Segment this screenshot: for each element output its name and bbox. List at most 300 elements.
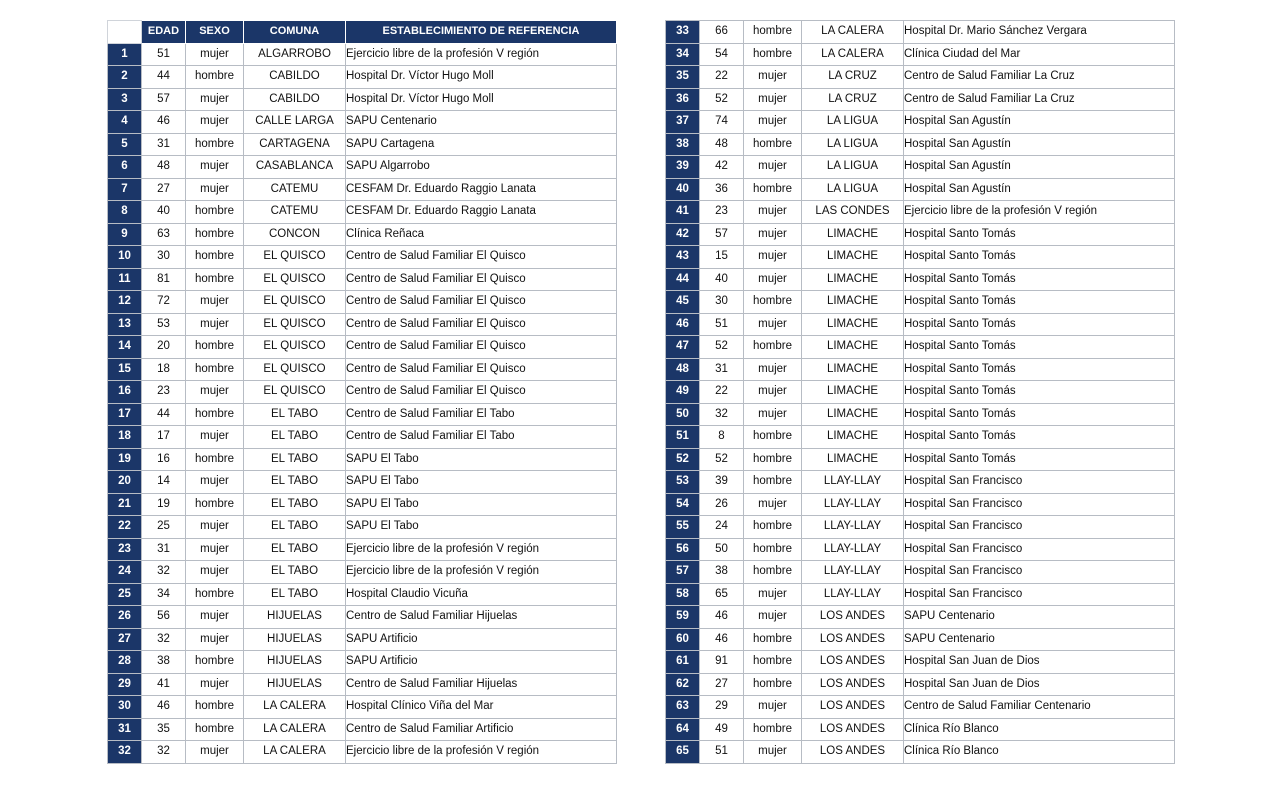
cell-establecimiento: Centro de Salud Familiar Hijuelas — [346, 673, 617, 696]
cell-comuna: EL TABO — [244, 471, 346, 494]
cell-establecimiento: Centro de Salud Familiar El Quisco — [346, 268, 617, 291]
row-number: 58 — [666, 583, 700, 606]
table-row — [108, 718, 617, 741]
table-row — [666, 313, 1175, 336]
cell-comuna: LIMACHE — [802, 313, 904, 336]
table-row — [108, 426, 617, 449]
table-row — [108, 201, 617, 224]
table-row — [666, 516, 1175, 539]
cell-sexo: hombre — [744, 291, 802, 314]
cell-comuna: EL QUISCO — [244, 268, 346, 291]
cell-establecimiento: Ejercicio libre de la profesión V región — [346, 538, 617, 561]
table-row — [108, 336, 617, 359]
cell-establecimiento: SAPU Centenario — [904, 606, 1175, 629]
cell-edad: 30 — [142, 246, 186, 269]
cell-edad: 17 — [142, 426, 186, 449]
cell-sexo: hombre — [186, 718, 244, 741]
table-row — [666, 651, 1175, 674]
table-row — [108, 741, 617, 764]
row-number: 30 — [108, 696, 142, 719]
cell-comuna: LA LIGUA — [802, 156, 904, 179]
cell-edad: 52 — [700, 336, 744, 359]
cell-edad: 57 — [700, 223, 744, 246]
table-row — [108, 178, 617, 201]
cell-edad: 22 — [700, 66, 744, 89]
cell-sexo: hombre — [744, 426, 802, 449]
table-row — [108, 448, 617, 471]
row-number: 65 — [666, 741, 700, 764]
cell-edad: 46 — [700, 606, 744, 629]
cell-establecimiento: Hospital San Francisco — [904, 471, 1175, 494]
table-row — [108, 268, 617, 291]
table-row — [108, 88, 617, 111]
cell-establecimiento: Hospital San Juan de Dios — [904, 651, 1175, 674]
cell-edad: 35 — [142, 718, 186, 741]
cell-edad: 36 — [700, 178, 744, 201]
row-number: 24 — [108, 561, 142, 584]
row-number: 57 — [666, 561, 700, 584]
cell-edad: 18 — [142, 358, 186, 381]
cell-sexo: mujer — [186, 178, 244, 201]
table-row — [108, 403, 617, 426]
row-number: 40 — [666, 178, 700, 201]
cell-sexo: mujer — [186, 111, 244, 134]
row-number: 15 — [108, 358, 142, 381]
cell-comuna: LOS ANDES — [802, 606, 904, 629]
row-number: 26 — [108, 606, 142, 629]
row-number: 54 — [666, 493, 700, 516]
cell-sexo: mujer — [186, 606, 244, 629]
row-number: 64 — [666, 718, 700, 741]
cell-comuna: CATEMU — [244, 178, 346, 201]
cell-establecimiento: Hospital San Francisco — [904, 493, 1175, 516]
cell-edad: 32 — [142, 561, 186, 584]
cell-edad: 26 — [700, 493, 744, 516]
row-number: 41 — [666, 201, 700, 224]
cell-establecimiento: Hospital San Francisco — [904, 516, 1175, 539]
row-number: 1 — [108, 43, 142, 66]
cell-edad: 23 — [142, 381, 186, 404]
cell-edad: 27 — [700, 673, 744, 696]
table-row — [108, 313, 617, 336]
cell-sexo: mujer — [744, 88, 802, 111]
cell-establecimiento: Centro de Salud Familiar El Tabo — [346, 426, 617, 449]
cell-establecimiento: Hospital Santo Tomás — [904, 403, 1175, 426]
table-row — [666, 358, 1175, 381]
cell-sexo: hombre — [186, 336, 244, 359]
cell-edad: 25 — [142, 516, 186, 539]
table-row — [666, 66, 1175, 89]
cell-edad: 65 — [700, 583, 744, 606]
cell-comuna: LAS CONDES — [802, 201, 904, 224]
header-edad: EDAD — [142, 21, 186, 44]
cell-comuna: HIJUELAS — [244, 673, 346, 696]
row-number: 21 — [108, 493, 142, 516]
table-row — [666, 696, 1175, 719]
cell-edad: 53 — [142, 313, 186, 336]
table-row — [666, 426, 1175, 449]
cell-sexo: mujer — [186, 516, 244, 539]
cell-edad: 46 — [700, 628, 744, 651]
cell-comuna: CONCON — [244, 223, 346, 246]
row-number: 23 — [108, 538, 142, 561]
cell-sexo: mujer — [744, 381, 802, 404]
cell-establecimiento: SAPU Artificio — [346, 651, 617, 674]
table-row — [666, 201, 1175, 224]
header-establecimiento: ESTABLECIMIENTO DE REFERENCIA — [346, 21, 617, 44]
cell-edad: 81 — [142, 268, 186, 291]
cell-establecimiento: Hospital Santo Tomás — [904, 358, 1175, 381]
cell-comuna: LLAY-LLAY — [802, 561, 904, 584]
cell-edad: 74 — [700, 111, 744, 134]
cell-comuna: EL QUISCO — [244, 246, 346, 269]
table-row — [666, 291, 1175, 314]
cell-sexo: hombre — [744, 718, 802, 741]
cell-edad: 16 — [142, 448, 186, 471]
row-number: 6 — [108, 156, 142, 179]
cell-comuna: LIMACHE — [802, 268, 904, 291]
cell-sexo: hombre — [744, 21, 802, 44]
table-row — [666, 538, 1175, 561]
table-row — [666, 673, 1175, 696]
cell-comuna: EL TABO — [244, 493, 346, 516]
cell-establecimiento: Centro de Salud Familiar El Quisco — [346, 381, 617, 404]
header-comuna: COMUNA — [244, 21, 346, 44]
table-row — [666, 133, 1175, 156]
cell-establecimiento: Centro de Salud Familiar El Quisco — [346, 291, 617, 314]
cell-edad: 20 — [142, 336, 186, 359]
table-row — [666, 606, 1175, 629]
cell-establecimiento: Hospital San Agustín — [904, 178, 1175, 201]
row-number: 46 — [666, 313, 700, 336]
cell-establecimiento: Hospital Santo Tomás — [904, 313, 1175, 336]
cell-establecimiento: Hospital Clínico Viña del Mar — [346, 696, 617, 719]
cell-establecimiento: Centro de Salud Familiar Centenario — [904, 696, 1175, 719]
cell-sexo: mujer — [186, 43, 244, 66]
row-number: 16 — [108, 381, 142, 404]
cell-edad: 38 — [700, 561, 744, 584]
cell-comuna: CABILDO — [244, 66, 346, 89]
cell-sexo: hombre — [744, 336, 802, 359]
cell-edad: 38 — [142, 651, 186, 674]
cell-edad: 19 — [142, 493, 186, 516]
cell-sexo: hombre — [744, 516, 802, 539]
cell-establecimiento: Hospital Santo Tomás — [904, 426, 1175, 449]
header-blank-cell — [108, 21, 142, 44]
cell-establecimiento: Hospital San Francisco — [904, 561, 1175, 584]
cell-comuna: HIJUELAS — [244, 651, 346, 674]
row-number: 37 — [666, 111, 700, 134]
cell-edad: 44 — [142, 403, 186, 426]
row-number: 10 — [108, 246, 142, 269]
cell-establecimiento: SAPU Artificio — [346, 628, 617, 651]
table-row — [108, 583, 617, 606]
cell-establecimiento: Ejercicio libre de la profesión V región — [346, 741, 617, 764]
cell-comuna: LLAY-LLAY — [802, 516, 904, 539]
cell-establecimiento: Hospital Santo Tomás — [904, 336, 1175, 359]
cell-sexo: mujer — [744, 741, 802, 764]
cell-establecimiento: Clínica Ciudad del Mar — [904, 43, 1175, 66]
table-row — [108, 561, 617, 584]
cell-edad: 66 — [700, 21, 744, 44]
cell-comuna: LIMACHE — [802, 291, 904, 314]
row-number: 11 — [108, 268, 142, 291]
cell-establecimiento: Centro de Salud Familiar El Quisco — [346, 358, 617, 381]
row-number: 56 — [666, 538, 700, 561]
table-row — [666, 718, 1175, 741]
cell-sexo: hombre — [186, 133, 244, 156]
cell-edad: 52 — [700, 88, 744, 111]
row-number: 42 — [666, 223, 700, 246]
table-row — [108, 43, 617, 66]
cell-comuna: LLAY-LLAY — [802, 583, 904, 606]
row-number: 3 — [108, 88, 142, 111]
cell-comuna: EL TABO — [244, 561, 346, 584]
cell-comuna: LA LIGUA — [802, 178, 904, 201]
cell-edad: 49 — [700, 718, 744, 741]
cell-sexo: mujer — [744, 583, 802, 606]
cell-comuna: EL QUISCO — [244, 291, 346, 314]
cell-sexo: mujer — [744, 403, 802, 426]
cell-comuna: LOS ANDES — [802, 696, 904, 719]
cell-sexo: mujer — [186, 88, 244, 111]
cell-sexo: hombre — [186, 448, 244, 471]
row-number: 35 — [666, 66, 700, 89]
cases-table-right — [665, 20, 1175, 764]
row-number: 34 — [666, 43, 700, 66]
table-row — [666, 493, 1175, 516]
cell-establecimiento: SAPU El Tabo — [346, 516, 617, 539]
table-row — [108, 651, 617, 674]
cell-establecimiento: Ejercicio libre de la profesión V región — [346, 43, 617, 66]
row-number: 53 — [666, 471, 700, 494]
cell-establecimiento: Hospital Dr. Víctor Hugo Moll — [346, 88, 617, 111]
table-row — [666, 628, 1175, 651]
cell-comuna: LA CRUZ — [802, 66, 904, 89]
cell-edad: 72 — [142, 291, 186, 314]
table-row — [666, 223, 1175, 246]
cell-establecimiento: Centro de Salud Familiar El Quisco — [346, 313, 617, 336]
table-row — [666, 111, 1175, 134]
table-row — [108, 291, 617, 314]
table-row — [666, 156, 1175, 179]
cell-sexo: hombre — [744, 133, 802, 156]
row-number: 4 — [108, 111, 142, 134]
table-row — [108, 628, 617, 651]
cell-comuna: CATEMU — [244, 201, 346, 224]
cell-edad: 52 — [700, 448, 744, 471]
cell-sexo: hombre — [744, 673, 802, 696]
row-number: 13 — [108, 313, 142, 336]
cell-sexo: hombre — [744, 43, 802, 66]
cell-comuna: LA CALERA — [244, 718, 346, 741]
cell-edad: 46 — [142, 111, 186, 134]
cell-edad: 15 — [700, 246, 744, 269]
cell-comuna: LOS ANDES — [802, 673, 904, 696]
cell-sexo: hombre — [744, 448, 802, 471]
table-row — [666, 43, 1175, 66]
cell-comuna: LIMACHE — [802, 223, 904, 246]
table-row — [108, 381, 617, 404]
cell-edad: 51 — [700, 741, 744, 764]
cell-establecimiento: Hospital San Agustín — [904, 156, 1175, 179]
table-row — [108, 696, 617, 719]
cell-edad: 32 — [142, 628, 186, 651]
row-number: 61 — [666, 651, 700, 674]
cell-comuna: EL TABO — [244, 516, 346, 539]
row-number: 8 — [108, 201, 142, 224]
cell-edad: 32 — [700, 403, 744, 426]
cell-sexo: mujer — [744, 358, 802, 381]
row-number: 33 — [666, 21, 700, 44]
cell-sexo: mujer — [186, 741, 244, 764]
cell-edad: 57 — [142, 88, 186, 111]
cell-comuna: LA LIGUA — [802, 111, 904, 134]
cell-establecimiento: Centro de Salud Familiar La Cruz — [904, 66, 1175, 89]
cell-establecimiento: Hospital San Francisco — [904, 538, 1175, 561]
cell-comuna: LLAY-LLAY — [802, 538, 904, 561]
row-number: 22 — [108, 516, 142, 539]
row-number: 62 — [666, 673, 700, 696]
cell-comuna: LA CALERA — [802, 21, 904, 44]
cell-edad: 56 — [142, 606, 186, 629]
cell-sexo: hombre — [744, 538, 802, 561]
cell-comuna: LIMACHE — [802, 358, 904, 381]
cell-comuna: LOS ANDES — [802, 718, 904, 741]
table-row — [666, 471, 1175, 494]
table-row — [666, 336, 1175, 359]
cell-edad: 8 — [700, 426, 744, 449]
cell-establecimiento: CESFAM Dr. Eduardo Raggio Lanata — [346, 201, 617, 224]
table-row — [666, 741, 1175, 764]
cell-establecimiento: Hospital Santo Tomás — [904, 448, 1175, 471]
cell-edad: 27 — [142, 178, 186, 201]
cell-comuna: LA CALERA — [802, 43, 904, 66]
row-number: 47 — [666, 336, 700, 359]
table-row — [108, 156, 617, 179]
cell-edad: 31 — [142, 538, 186, 561]
table-row — [108, 673, 617, 696]
cell-edad: 32 — [142, 741, 186, 764]
cell-establecimiento: CESFAM Dr. Eduardo Raggio Lanata — [346, 178, 617, 201]
cell-sexo: hombre — [744, 178, 802, 201]
cell-sexo: hombre — [744, 651, 802, 674]
cell-sexo: mujer — [186, 561, 244, 584]
cell-edad: 24 — [700, 516, 744, 539]
row-number: 50 — [666, 403, 700, 426]
cell-establecimiento: Hospital Dr. Víctor Hugo Moll — [346, 66, 617, 89]
cell-comuna: EL QUISCO — [244, 336, 346, 359]
row-number: 49 — [666, 381, 700, 404]
cell-sexo: mujer — [744, 493, 802, 516]
cell-sexo: mujer — [186, 156, 244, 179]
cell-sexo: hombre — [186, 223, 244, 246]
cell-establecimiento: SAPU Cartagena — [346, 133, 617, 156]
cell-sexo: mujer — [744, 606, 802, 629]
cell-comuna: LIMACHE — [802, 246, 904, 269]
cell-sexo: mujer — [744, 66, 802, 89]
cell-edad: 48 — [700, 133, 744, 156]
cell-edad: 40 — [142, 201, 186, 224]
table-row — [108, 471, 617, 494]
table-row — [108, 111, 617, 134]
cell-edad: 22 — [700, 381, 744, 404]
cell-sexo: hombre — [186, 201, 244, 224]
cell-comuna: LA CRUZ — [802, 88, 904, 111]
table-row — [666, 88, 1175, 111]
cell-edad: 14 — [142, 471, 186, 494]
cell-establecimiento: Clínica Río Blanco — [904, 718, 1175, 741]
cell-establecimiento: Centro de Salud Familiar El Quisco — [346, 246, 617, 269]
cell-comuna: EL QUISCO — [244, 358, 346, 381]
cell-establecimiento: SAPU El Tabo — [346, 471, 617, 494]
cell-sexo: hombre — [186, 403, 244, 426]
row-number: 36 — [666, 88, 700, 111]
cell-comuna: EL TABO — [244, 538, 346, 561]
cell-sexo: hombre — [744, 628, 802, 651]
table-row — [108, 246, 617, 269]
cell-sexo: mujer — [744, 223, 802, 246]
cell-establecimiento: Hospital San Juan de Dios — [904, 673, 1175, 696]
cell-comuna: EL TABO — [244, 403, 346, 426]
cell-sexo: mujer — [186, 538, 244, 561]
cell-sexo: hombre — [186, 651, 244, 674]
cell-sexo: hombre — [186, 696, 244, 719]
cell-sexo: mujer — [744, 201, 802, 224]
cell-comuna: LLAY-LLAY — [802, 493, 904, 516]
row-number: 59 — [666, 606, 700, 629]
table-row — [666, 561, 1175, 584]
cell-edad: 50 — [700, 538, 744, 561]
row-number: 63 — [666, 696, 700, 719]
row-number: 45 — [666, 291, 700, 314]
cell-establecimiento: Centro de Salud Familiar La Cruz — [904, 88, 1175, 111]
cell-sexo: hombre — [744, 561, 802, 584]
cell-edad: 23 — [700, 201, 744, 224]
cell-sexo: mujer — [186, 471, 244, 494]
cell-edad: 39 — [700, 471, 744, 494]
cell-comuna: LA CALERA — [244, 741, 346, 764]
cell-comuna: EL QUISCO — [244, 313, 346, 336]
cell-sexo: mujer — [744, 246, 802, 269]
row-number: 27 — [108, 628, 142, 651]
row-number: 20 — [108, 471, 142, 494]
cell-sexo: hombre — [186, 66, 244, 89]
row-number: 29 — [108, 673, 142, 696]
cell-comuna: LIMACHE — [802, 448, 904, 471]
cell-comuna: CASABLANCA — [244, 156, 346, 179]
cell-establecimiento: Hospital Dr. Mario Sánchez Vergara — [904, 21, 1175, 44]
row-number: 60 — [666, 628, 700, 651]
cell-comuna: HIJUELAS — [244, 606, 346, 629]
cell-establecimiento: Centro de Salud Familiar El Quisco — [346, 336, 617, 359]
cell-comuna: LOS ANDES — [802, 651, 904, 674]
cell-establecimiento: Hospital Santo Tomás — [904, 246, 1175, 269]
cell-establecimiento: Hospital Santo Tomás — [904, 291, 1175, 314]
cell-establecimiento: Centro de Salud Familiar El Tabo — [346, 403, 617, 426]
table-row — [108, 133, 617, 156]
cases-table-left — [107, 20, 617, 764]
cell-comuna: LOS ANDES — [802, 741, 904, 764]
row-number: 14 — [108, 336, 142, 359]
cell-edad: 63 — [142, 223, 186, 246]
row-number: 48 — [666, 358, 700, 381]
table-row — [108, 606, 617, 629]
row-number: 19 — [108, 448, 142, 471]
cell-sexo: hombre — [186, 268, 244, 291]
cell-comuna: EL TABO — [244, 448, 346, 471]
cell-edad: 54 — [700, 43, 744, 66]
